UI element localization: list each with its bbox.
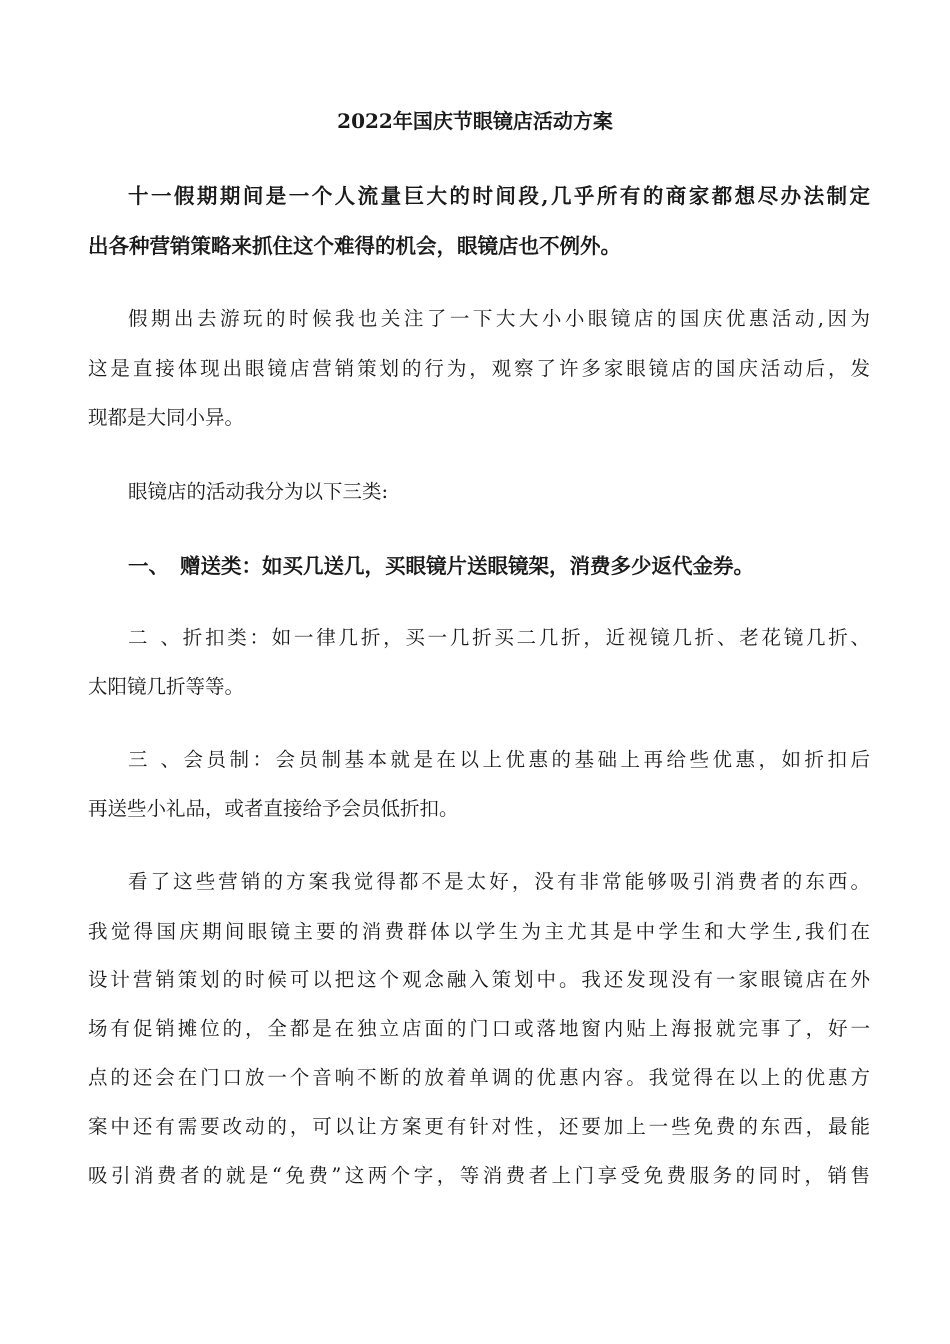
list-item-continuation: 太阳镜几折等等。 — [88, 675, 245, 698]
list-item — [128, 622, 870, 650]
intro-line: 出各种营销策略来抓住这个难得的机会，眼镜店也不例外。 — [88, 234, 621, 258]
paragraph-line: 眼镜店的活动我分为以下三类: — [128, 480, 389, 503]
list-text: 赠送类：如买几送几，买眼镜片送眼镜架，消费多少返代金券。 — [180, 554, 754, 578]
paragraph-line: 看了这些营销的方案我觉得都不是太好，没有非常能够吸引消费者的东西。 — [128, 870, 870, 893]
intro-line: 十一假期期间是一个人流量巨大的时间段,几乎所有的商家都想尽办法制定 — [128, 184, 870, 208]
list-number: 二、 — [128, 626, 180, 649]
list-item-continuation: 再送些小礼品，或者直接给予会员低折扣。 — [88, 797, 459, 820]
paragraph-line: 这是直接体现出眼镜店营销策划的行为，观察了许多家眼镜店的国庆活动后，发 — [88, 357, 870, 380]
paragraph-line: 假期出去游玩的时候我也关注了一下大大小小眼镜店的国庆优惠活动,因为 — [128, 307, 870, 330]
list-text: 折扣类：如一律几折，买一几折买二几折，近视镜几折、老花镜几折、 — [180, 626, 870, 649]
list-text: 会员制：会员制基本就是在以上优惠的基础上再给些优惠，如折扣后 — [180, 748, 870, 771]
list-number: 一、 — [128, 554, 169, 578]
paragraph-line: 场有促销摊位的，全都是在独立店面的门口或落地窗内贴上海报就完事了，好一 — [88, 1017, 870, 1040]
paragraph-line: 吸引消费者的就是“免费”这两个字，等消费者上门享受免费服务的同时，销售 — [88, 1164, 870, 1187]
paragraph-line: 现都是大同小异。 — [88, 406, 245, 429]
list-item — [128, 549, 870, 579]
paragraph-line: 案中还有需要改动的，可以让方案更有针对性，还要加上一些免费的东西，最能 — [88, 1115, 870, 1138]
list-number: 三、 — [128, 748, 180, 771]
list-item — [128, 744, 870, 772]
paragraph-line: 点的还会在门口放一个音响不断的放着单调的优惠内容。我觉得在以上的优惠方 — [88, 1066, 870, 1089]
paragraph-line: 设计营销策划的时候可以把这个观念融入策划中。我还发现没有一家眼镜店在外 — [88, 968, 870, 991]
document-title: 2022年国庆节眼镜店活动方案 — [337, 109, 613, 133]
paragraph-line: 我觉得国庆期间眼镜主要的消费群体以学生为主尤其是中学生和大学生,我们在 — [88, 920, 870, 943]
